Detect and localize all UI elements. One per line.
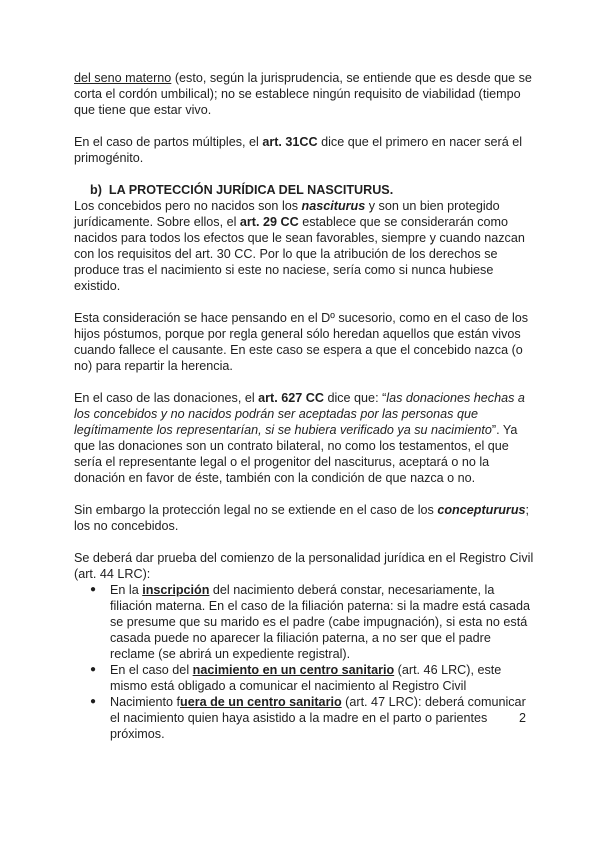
bullet-icon: ●	[90, 664, 97, 675]
paragraph-multiple-births: En el caso de partos múltiples, el art. 31CC dice que el primero en nacer será el primogénito.	[74, 135, 523, 165]
article-reference: art. 29 CC	[239, 215, 299, 229]
article-reference: art. 627 CC	[258, 391, 324, 405]
section-heading: b) LA PROTECCIÓN JURÍDICA DEL NASCITURUS.	[90, 183, 394, 197]
page-number: 2	[519, 711, 527, 725]
emphasis: inscripción	[142, 583, 210, 597]
list-item: ● En la inscripción del nacimiento deberá constar, necesariamente, la filiación materna. En el caso de la filiación paterna: si la madre está casada se presume que su marido es el padre (cabe impugnación), si esta no está casada puede no aparecer la filiación paterna, a no ser que el padre reclame (se abrirá un expediente registral).	[90, 583, 531, 661]
list-item: ● En el caso del nacimiento en un centro sanitario (art. 46 LRC), este mismo está obligado a comunicar el nacimiento al Registro Civil	[90, 663, 502, 693]
paragraph-donations: En el caso de las donaciones, el art. 627 CC dice que: “las donaciones hechas a los concebidos y no nacidos podrán ser aceptadas por las personas que legítimamente los representarían, si se hubiera verificado ya su nacimiento”. Ya que las donaciones son un contrato bilateral, no como los testamentos, el que sería el representante legal o el progenitor del nasciturus, aceptará o no la donación en favor de éste, también con la condición de que nazca o no.	[74, 391, 525, 485]
quoted-law: las donaciones hechas a los concebidos y no nacidos podrán ser aceptadas por las personas que legítimamente los representarían, si se hubiera verificado ya su nacimiento	[74, 391, 525, 437]
bullet-icon: ●	[90, 584, 97, 595]
bullet-list	[74, 582, 534, 742]
paragraph-nasciturus: Los concebidos pero no nacidos son los nasciturus y son un bien protegido jurídicamente. Sobre ellos, el art. 29 CC establece que se considerarán como nacidos para todos los efectos que le sean favorables, siempre y cuando nazcan con los requisitos del art. 30 CC. Por lo que la atribución de los derechos se produce tras el nacimiento si este no naciese, sería como si nunca hubiese existido.	[74, 199, 525, 293]
term-nasciturus: nasciturus	[301, 199, 366, 213]
term-conceptururus: conceptururus	[437, 503, 526, 517]
paragraph-birth-definition: del seno materno (esto, según la jurisprudencia, se entiende que es desde que se corta el cordón umbilical); no se establece ningún requisito de viabilidad (tiempo que tiene que estar vivo.	[74, 71, 532, 117]
emphasis: nacimiento en un centro sanitario	[192, 663, 395, 677]
page-content	[74, 70, 534, 742]
bullet-icon: ●	[90, 696, 97, 707]
underlined-phrase: del seno materno	[74, 71, 172, 85]
list-item: ● Nacimiento fuera de un centro sanitario (art. 47 LRC): deberá comunicar el nacimiento quien haya asistido a la madre en el parto o parientes próximos.	[90, 695, 526, 741]
paragraph-not-conceived: Sin embargo la protección legal no se extiende en el caso de los conceptururus; los no concebidos.	[74, 503, 530, 533]
emphasis: uera de un centro sanitario	[180, 695, 342, 709]
paragraph-civil-registry: Se deberá dar prueba del comienzo de la personalidad jurídica en el Registro Civil (art. 44 LRC):	[74, 551, 534, 581]
article-reference: art. 31CC	[262, 135, 318, 149]
paragraph-succession: Esta consideración se hace pensando en el Dº sucesorio, como en el caso de los hijos póstumos, porque por regla general sólo heredan aquellos que están vivos cuando fallece el causante. En este caso se espera a que el concebido nazca (o no) para repartir la herencia.	[74, 311, 529, 373]
